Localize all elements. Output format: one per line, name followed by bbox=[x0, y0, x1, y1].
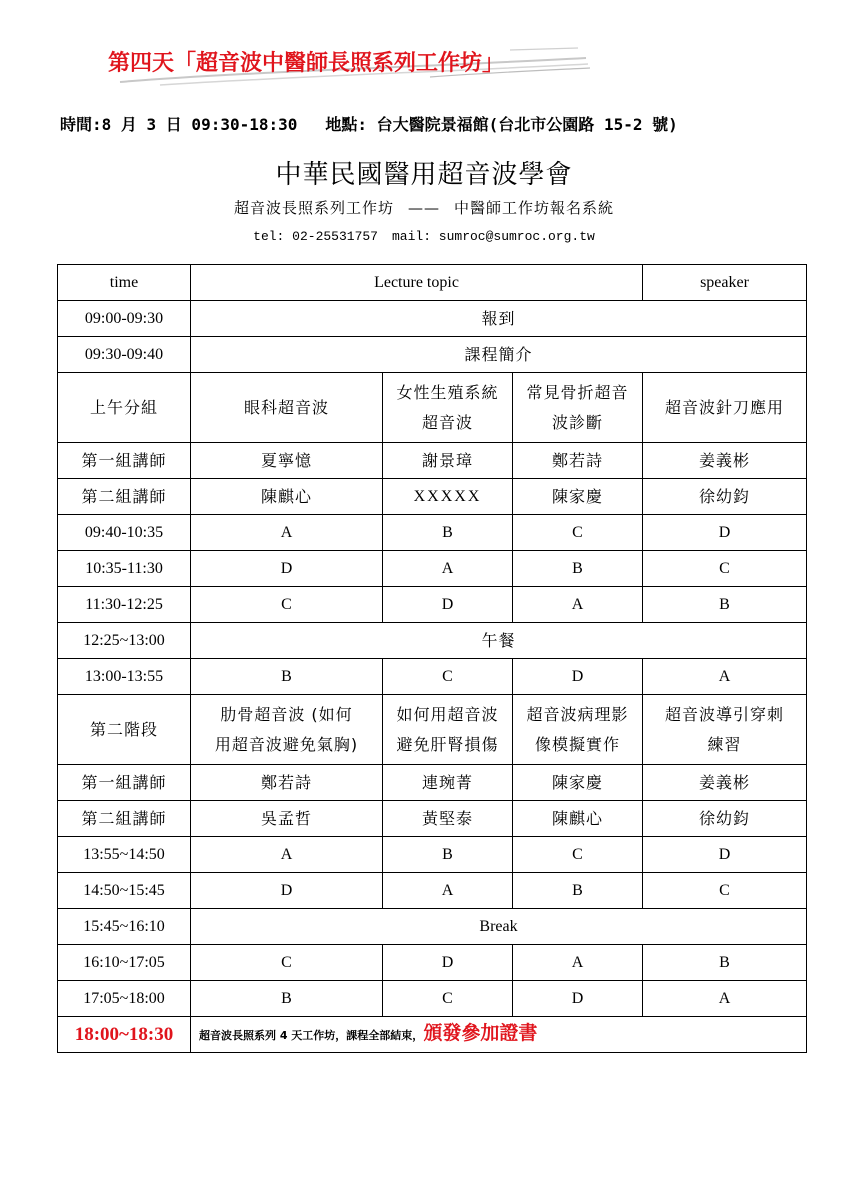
subtitle-workshop: 超音波長照系列工作坊 bbox=[233, 199, 394, 217]
group-cell: B bbox=[513, 873, 643, 909]
time-cell: 16:10~17:05 bbox=[58, 945, 191, 981]
speaker-cell: 謝景璋 bbox=[383, 443, 513, 479]
group-cell: B bbox=[191, 981, 383, 1017]
morning-topics-row bbox=[58, 373, 807, 443]
time-place-line bbox=[60, 112, 678, 135]
break-row bbox=[58, 909, 807, 945]
afternoon-topics-row bbox=[58, 695, 807, 765]
group1-label: 第一組講師 bbox=[58, 443, 191, 479]
group-cell: B bbox=[513, 551, 643, 587]
group-cell: A bbox=[643, 659, 807, 695]
time-cell: 12:25~13:00 bbox=[58, 623, 191, 659]
time-cell: 09:30-09:40 bbox=[58, 337, 191, 373]
speaker-cell: 連琬菁 bbox=[383, 765, 513, 801]
morning-group1-row bbox=[58, 443, 807, 479]
group-cell: C bbox=[383, 659, 513, 695]
event-place: 地點: 台大醫院景福館(台北市公園路 15-2 號) bbox=[325, 115, 678, 134]
group-cell: A bbox=[513, 587, 643, 623]
group-cell: D bbox=[383, 587, 513, 623]
subtitle-system: 中醫師工作坊報名系統 bbox=[454, 199, 615, 217]
group-cell: A bbox=[191, 837, 383, 873]
speaker-cell: XXXXX bbox=[383, 479, 513, 515]
group-cell: C bbox=[643, 551, 807, 587]
speaker-cell: 黃堅泰 bbox=[383, 801, 513, 837]
schedule-table bbox=[57, 264, 807, 1053]
header-row bbox=[58, 265, 807, 301]
group-cell: A bbox=[643, 981, 807, 1017]
time-cell: 15:45~16:10 bbox=[58, 909, 191, 945]
header-time: time bbox=[58, 265, 191, 301]
time-cell: 10:35-11:30 bbox=[58, 551, 191, 587]
group-cell: A bbox=[383, 551, 513, 587]
group-cell: B bbox=[643, 945, 807, 981]
time-cell: 14:50~15:45 bbox=[58, 873, 191, 909]
group-cell: D bbox=[383, 945, 513, 981]
group1-label: 第一組講師 bbox=[58, 765, 191, 801]
group-cell: A bbox=[513, 945, 643, 981]
speaker-cell: 姜義彬 bbox=[643, 443, 807, 479]
slot-row bbox=[58, 587, 807, 623]
morning-label: 上午分組 bbox=[58, 373, 191, 443]
slot-row bbox=[58, 659, 807, 695]
group-cell: D bbox=[191, 551, 383, 587]
afternoon-group1-row bbox=[58, 765, 807, 801]
final-row bbox=[58, 1017, 807, 1053]
topic-cell: 肋骨超音波 (如何 用超音波避免氣胸) bbox=[191, 695, 383, 765]
group-cell: D bbox=[191, 873, 383, 909]
group-cell: D bbox=[643, 515, 807, 551]
header-topic: Lecture topic bbox=[191, 265, 643, 301]
organization-subtitle bbox=[0, 197, 848, 218]
time-cell: 09:00-09:30 bbox=[58, 301, 191, 337]
final-time: 18:00~18:30 bbox=[58, 1017, 191, 1053]
topic-cell: 超音波針刀應用 bbox=[643, 373, 807, 443]
certificate-note: 頒發參加證書 bbox=[423, 1022, 538, 1044]
speaker-cell: 夏寧憶 bbox=[191, 443, 383, 479]
group-cell: B bbox=[643, 587, 807, 623]
group-cell: D bbox=[643, 837, 807, 873]
speaker-cell: 姜義彬 bbox=[643, 765, 807, 801]
speaker-cell: 陳家慶 bbox=[513, 479, 643, 515]
speaker-cell: 陳麒心 bbox=[513, 801, 643, 837]
topic-cell: 眼科超音波 bbox=[191, 373, 383, 443]
lunch-row bbox=[58, 623, 807, 659]
group-cell: C bbox=[513, 515, 643, 551]
time-cell: 17:05~18:00 bbox=[58, 981, 191, 1017]
speaker-cell: 陳家慶 bbox=[513, 765, 643, 801]
group-cell: C bbox=[513, 837, 643, 873]
event-time: 時間:8 月 3 日 09:30-18:30 bbox=[60, 115, 298, 134]
intro-row bbox=[58, 337, 807, 373]
speaker-cell: 吳孟哲 bbox=[191, 801, 383, 837]
time-cell: 13:00-13:55 bbox=[58, 659, 191, 695]
slot-row bbox=[58, 837, 807, 873]
intro-label: 課程簡介 bbox=[191, 337, 807, 373]
slot-row bbox=[58, 515, 807, 551]
speaker-cell: 徐幼鈞 bbox=[643, 479, 807, 515]
closing-note: 超音波長照系列 4 天工作坊，課程全部結束， bbox=[199, 1029, 424, 1042]
afternoon-label: 第二階段 bbox=[58, 695, 191, 765]
break-label: Break bbox=[191, 909, 807, 945]
slot-row bbox=[58, 551, 807, 587]
topic-cell: 超音波導引穿刺 練習 bbox=[643, 695, 807, 765]
registration-label: 報到 bbox=[191, 301, 807, 337]
topic-cell: 女性生殖系統 超音波 bbox=[383, 373, 513, 443]
time-cell: 13:55~14:50 bbox=[58, 837, 191, 873]
subtitle-dash: —— bbox=[408, 199, 440, 217]
topic-cell: 如何用超音波 避免肝腎損傷 bbox=[383, 695, 513, 765]
afternoon-group2-row bbox=[58, 801, 807, 837]
group-cell: A bbox=[383, 873, 513, 909]
speaker-cell: 陳麒心 bbox=[191, 479, 383, 515]
organization-title: 中華民國醫用超音波學會 bbox=[275, 160, 573, 190]
slot-row bbox=[58, 981, 807, 1017]
group-cell: B bbox=[191, 659, 383, 695]
speaker-cell: 鄭若詩 bbox=[191, 765, 383, 801]
group2-label: 第二組講師 bbox=[58, 801, 191, 837]
final-note bbox=[191, 1017, 807, 1053]
time-cell: 11:30-12:25 bbox=[58, 587, 191, 623]
contact-tel: tel: 02-25531757 bbox=[253, 229, 378, 244]
registration-row bbox=[58, 301, 807, 337]
group-cell: C bbox=[383, 981, 513, 1017]
header-speaker: speaker bbox=[643, 265, 807, 301]
group-cell: C bbox=[191, 587, 383, 623]
banner-title: 第四天「超音波中醫師長照系列工作坊」 bbox=[108, 51, 505, 76]
speaker-cell: 鄭若詩 bbox=[513, 443, 643, 479]
morning-group2-row bbox=[58, 479, 807, 515]
slot-row bbox=[58, 945, 807, 981]
group-cell: D bbox=[513, 659, 643, 695]
group-cell: A bbox=[191, 515, 383, 551]
lunch-label: 午餐 bbox=[191, 623, 807, 659]
group-cell: C bbox=[191, 945, 383, 981]
group-cell: C bbox=[643, 873, 807, 909]
group-cell: B bbox=[383, 837, 513, 873]
contact-mail[interactable]: mail: sumroc@sumroc.org.tw bbox=[391, 229, 595, 244]
group-cell: D bbox=[513, 981, 643, 1017]
topic-cell: 超音波病理影 像模擬實作 bbox=[513, 695, 643, 765]
topic-cell: 常見骨折超音 波診斷 bbox=[513, 373, 643, 443]
speaker-cell: 徐幼鈞 bbox=[643, 801, 807, 837]
banner bbox=[100, 42, 590, 88]
time-cell: 09:40-10:35 bbox=[58, 515, 191, 551]
contact-line bbox=[0, 229, 848, 244]
group2-label: 第二組講師 bbox=[58, 479, 191, 515]
group-cell: B bbox=[383, 515, 513, 551]
slot-row bbox=[58, 873, 807, 909]
